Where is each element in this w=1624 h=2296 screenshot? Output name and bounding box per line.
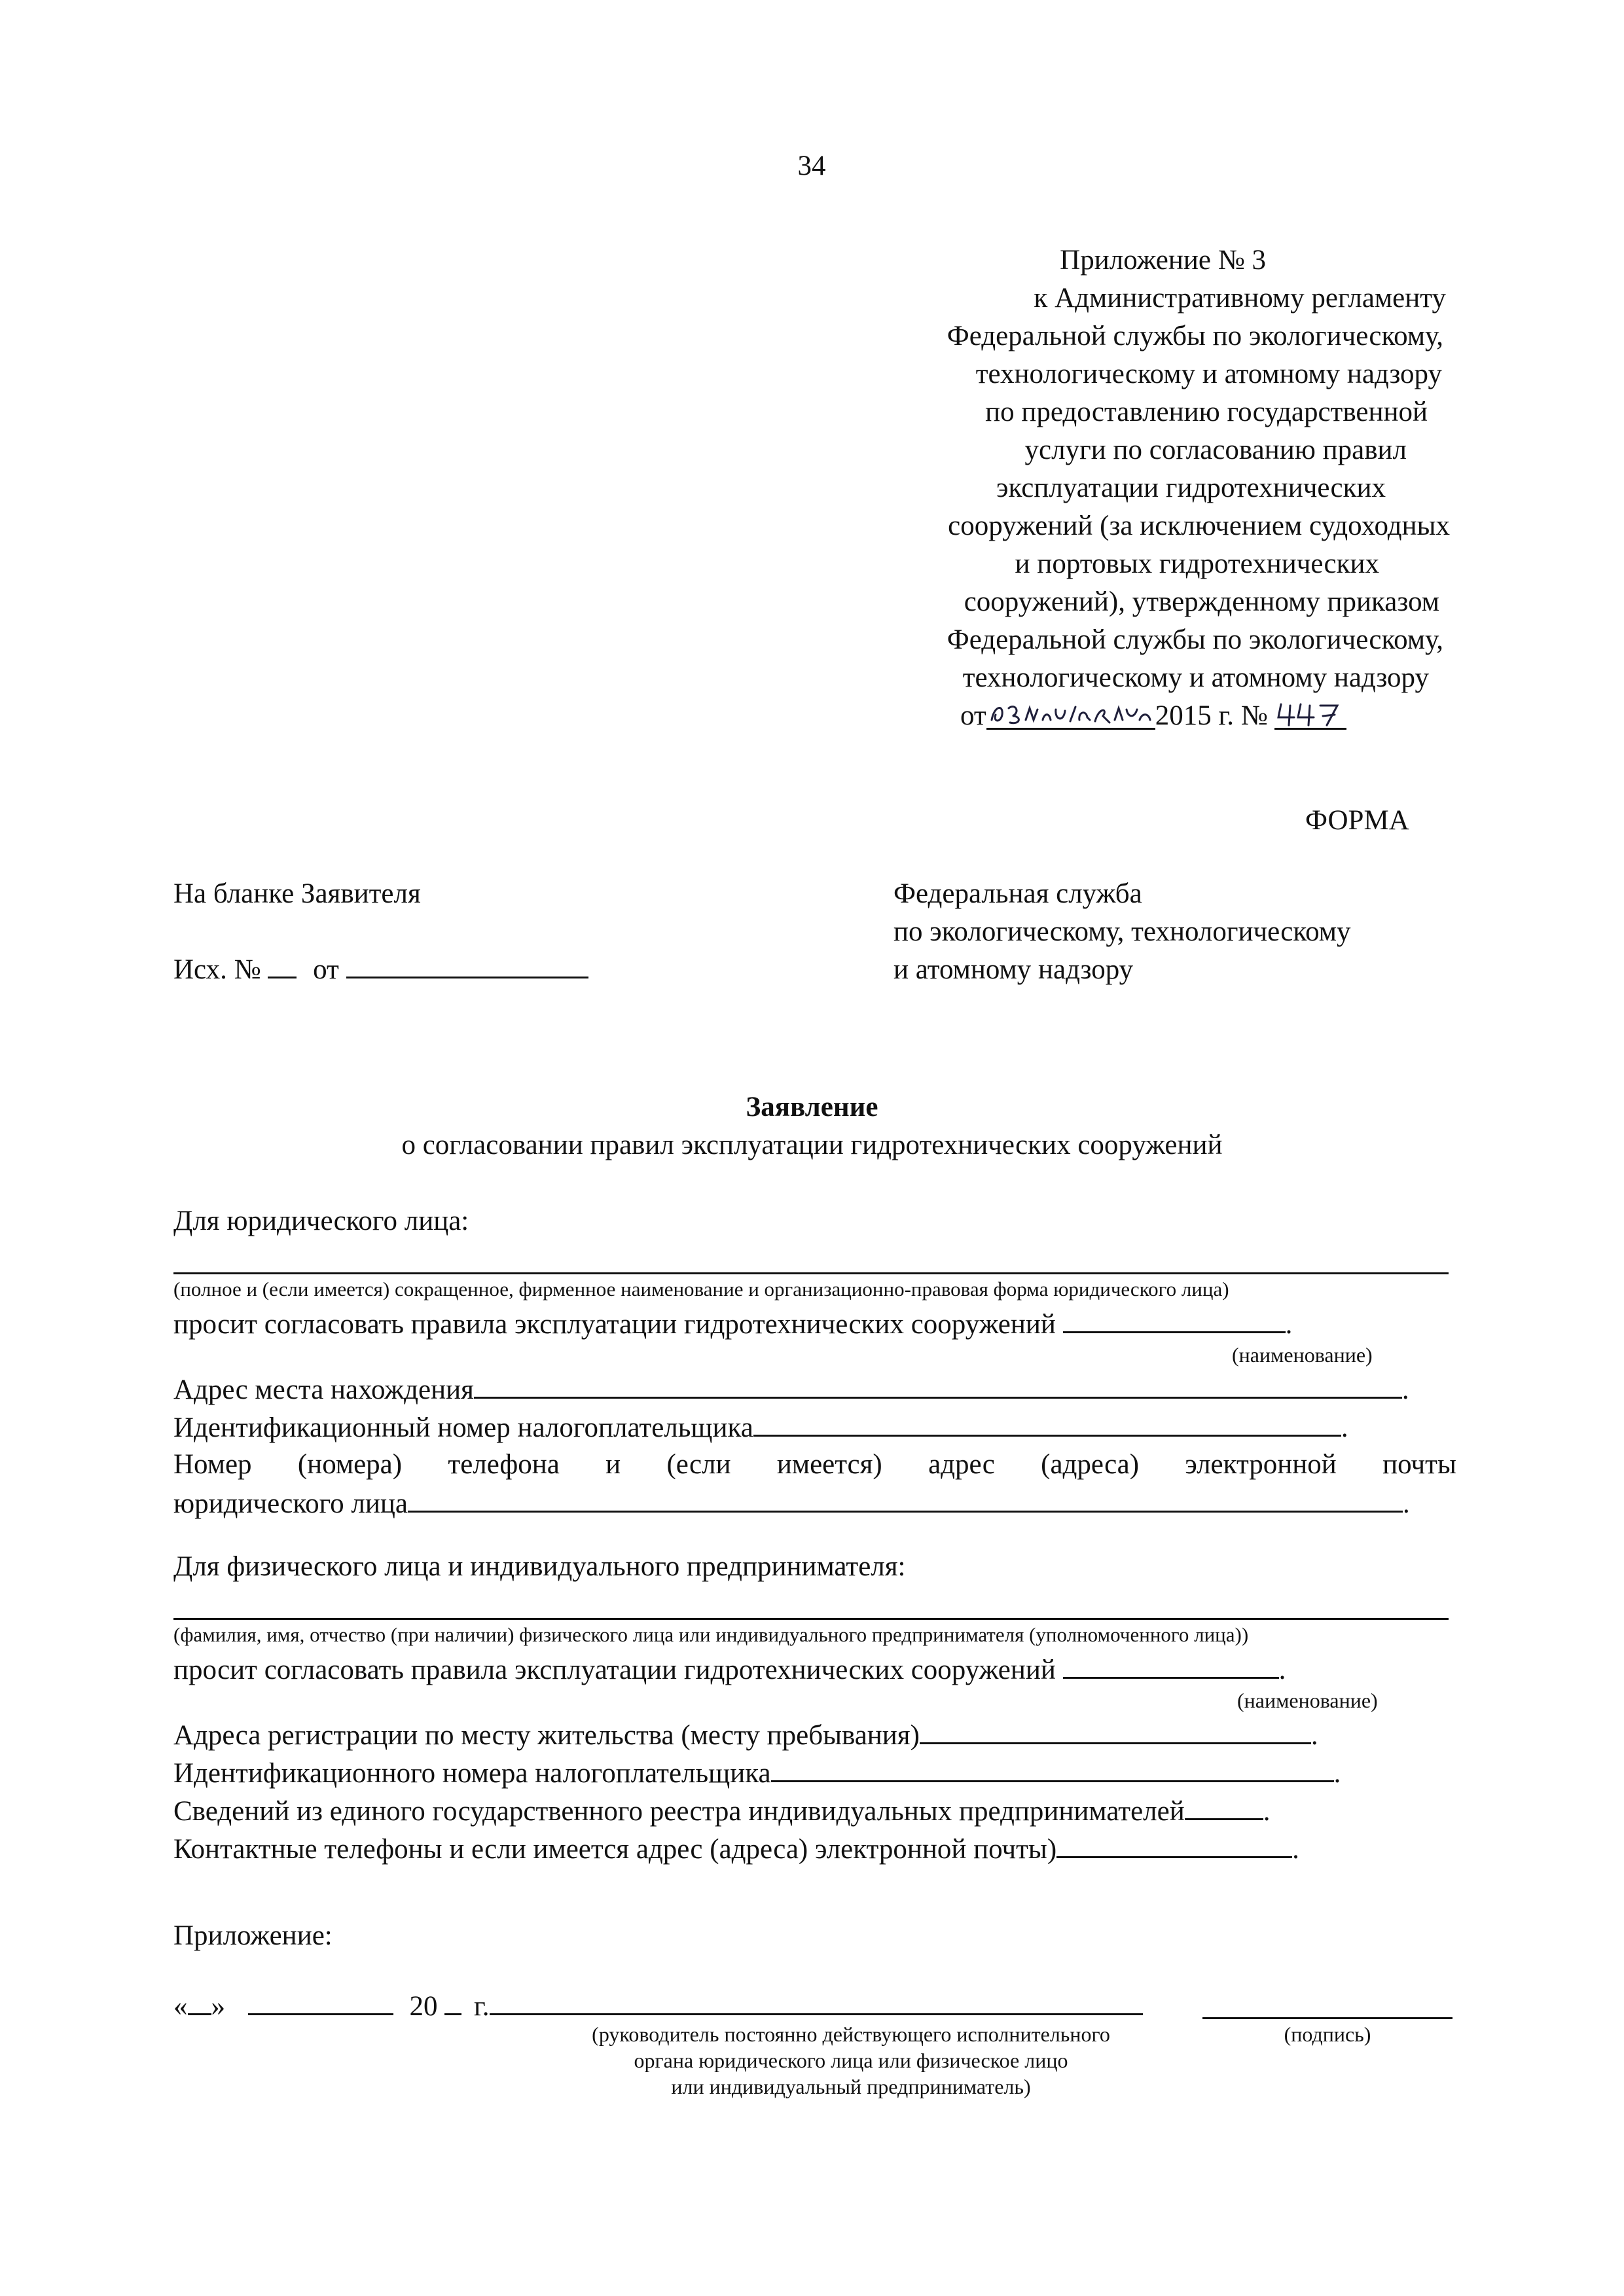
appendix-line-9: и портовых гидротехнических: [1015, 548, 1379, 579]
appendix-line-12: технологическому и атомному надзору: [962, 662, 1429, 693]
individual-request-line: просит согласовать правила эксплуатации гидротехнических сооружений .: [173, 1651, 1286, 1689]
appendix-line-4: технологическому и атомному надзору: [975, 359, 1442, 389]
legal-address-label: Адрес места нахождения: [173, 1374, 474, 1405]
word: имеется): [776, 1449, 882, 1480]
word: адрес: [928, 1449, 995, 1480]
individual-name-field[interactable]: [173, 1618, 1449, 1620]
appendix-date-line: [960, 698, 1346, 734]
individual-contacts-line: Контактные телефоны и если имеется адрес (адреса) электронной почты) .: [173, 1830, 1299, 1868]
year-prefix: 20: [409, 1991, 438, 2022]
word: Номер: [173, 1449, 252, 1480]
individual-registration-label: Адреса регистрации по месту жительства (месту пребывания): [173, 1720, 920, 1751]
document-title: Заявление: [746, 1092, 878, 1122]
form-label: ФОРМА: [1305, 805, 1409, 836]
legal-address-line: Адрес места нахождения .: [173, 1371, 1409, 1408]
year-suffix: г.: [474, 1991, 490, 2022]
outgoing-from: от: [313, 954, 339, 985]
legal-request: просит согласовать правила эксплуатации гидротехнических сооружений: [173, 1309, 1056, 1340]
individual-inn-label: Идентификационного номера налогоплательщика: [173, 1758, 771, 1789]
signature-date-line: [173, 1987, 1143, 2025]
head-hint-line-1: (руководитель постоянно действующего исполнительного: [592, 2022, 1110, 2046]
date-year: 2015 г. №: [1155, 700, 1268, 731]
individual-egrip-line: Сведений из единого государственного реестра индивидуальных предпринимателей .: [173, 1792, 1270, 1830]
individual-header: Для физического лица и индивидуального предпринимателя:: [173, 1551, 906, 1582]
quote-close: »: [211, 1991, 225, 2022]
legal-phone-line-2: юридического лица .: [173, 1484, 1410, 1522]
word: телефона: [448, 1449, 560, 1480]
word: (если: [666, 1449, 731, 1480]
outgoing-number-line: [173, 950, 588, 988]
recipient-line-3: и атомному надзору: [893, 954, 1134, 985]
appendix-line-10: сооружений), утвержденному приказом: [964, 586, 1439, 617]
applicant-blank: На бланке Заявителя: [173, 878, 421, 909]
handwritten-number: [1274, 698, 1346, 730]
appendix-line-2: к Административному регламенту: [1034, 283, 1446, 314]
legal-inn-line: Идентификационный номер налогоплательщика .: [173, 1408, 1348, 1446]
individual-request-hint: (наименование): [1237, 1689, 1378, 1712]
legal-request-hint: (наименование): [1232, 1343, 1373, 1367]
legal-request-line: просит согласовать правила эксплуатации гидротехнических сооружений .: [173, 1305, 1292, 1343]
legal-phone-field[interactable]: [408, 1484, 1403, 1513]
legal-phone-line-1: [173, 1446, 1456, 1483]
individual-egrip-label: Сведений из единого государственного реестра индивидуальных предпринимателей: [173, 1796, 1185, 1827]
handwritten-date: [986, 698, 1155, 730]
individual-inn-line: Идентификационного номера налогоплательщика .: [173, 1754, 1341, 1792]
individual-object-name-field[interactable]: [1063, 1651, 1279, 1679]
appendix-line-11: Федеральной службы по экологическому,: [947, 624, 1443, 655]
appendix-line-3: Федеральной службы по экологическому,: [947, 321, 1443, 351]
page-number: 34: [797, 151, 826, 181]
individual-inn-field[interactable]: [771, 1754, 1334, 1782]
appendix-line-6: услуги по согласованию правил: [1024, 435, 1407, 465]
year-field[interactable]: [444, 1987, 461, 2015]
head-hint-line-2: органа юридического лица или физическое лицо: [634, 2049, 1068, 2072]
legal-address-field[interactable]: [474, 1371, 1402, 1399]
legal-object-name-field[interactable]: [1063, 1305, 1286, 1333]
day-field[interactable]: [188, 1987, 211, 2015]
attachment-label: Приложение:: [173, 1920, 333, 1951]
legal-name-hint: (полное и (если имеется) сокращенное, фирменное наименование и организационно-правовая форма юридического лица): [173, 1278, 1229, 1300]
word: и: [605, 1449, 621, 1480]
individual-name-hint: (фамилия, имя, отчество (при наличии) физического лица или индивидуального предпринимателя (уполномоченного лица)): [173, 1623, 1249, 1646]
individual-contacts-label: Контактные телефоны и если имеется адрес (адреса) электронной почты): [173, 1834, 1057, 1865]
head-name-field[interactable]: [490, 1987, 1143, 2015]
appendix-line-5: по предоставлению государственной: [985, 397, 1428, 427]
legal-inn-field[interactable]: [753, 1408, 1341, 1437]
outgoing-prefix: Исх. №: [173, 954, 261, 985]
appendix-line-7: эксплуатации гидротехнических: [996, 473, 1386, 503]
individual-egrip-field[interactable]: [1185, 1792, 1263, 1820]
date-prefix: от: [960, 700, 986, 731]
outgoing-date-field[interactable]: [346, 950, 588, 978]
legal-inn-label: Идентификационный номер налогоплательщика: [173, 1412, 753, 1443]
word: (адреса): [1041, 1449, 1140, 1480]
word: электронной: [1185, 1449, 1337, 1480]
legal-name-field[interactable]: [173, 1272, 1449, 1274]
legal-phone-label: юридического лица: [173, 1488, 408, 1519]
recipient-line-2: по экологическому, технологическому: [893, 916, 1351, 947]
document-subtitle: о согласовании правил эксплуатации гидротехнических сооружений: [401, 1130, 1223, 1160]
head-hint-line-3: или индивидуальный предприниматель): [671, 2075, 1031, 2098]
individual-registration-line: Адреса регистрации по месту жительства (месту пребывания) .: [173, 1716, 1318, 1754]
word: (номера): [297, 1449, 403, 1480]
appendix-line-8: сооружений (за исключением судоходных: [948, 511, 1450, 541]
individual-registration-field[interactable]: [920, 1716, 1311, 1744]
legal-header: Для юридического лица:: [173, 1206, 469, 1236]
appendix-line-1: Приложение № 3: [1060, 245, 1266, 276]
recipient-line-1: Федеральная служба: [893, 878, 1142, 909]
word: почты: [1382, 1449, 1456, 1480]
signature-hint: (подпись): [1284, 2022, 1371, 2046]
signature-field[interactable]: [1202, 2017, 1453, 2019]
individual-request: просит согласовать правила эксплуатации гидротехнических сооружений: [173, 1655, 1056, 1685]
individual-contacts-field[interactable]: [1056, 1830, 1292, 1858]
outgoing-number-field[interactable]: [268, 950, 297, 978]
month-field[interactable]: [248, 1987, 393, 2015]
quote-open: «: [173, 1991, 188, 2022]
